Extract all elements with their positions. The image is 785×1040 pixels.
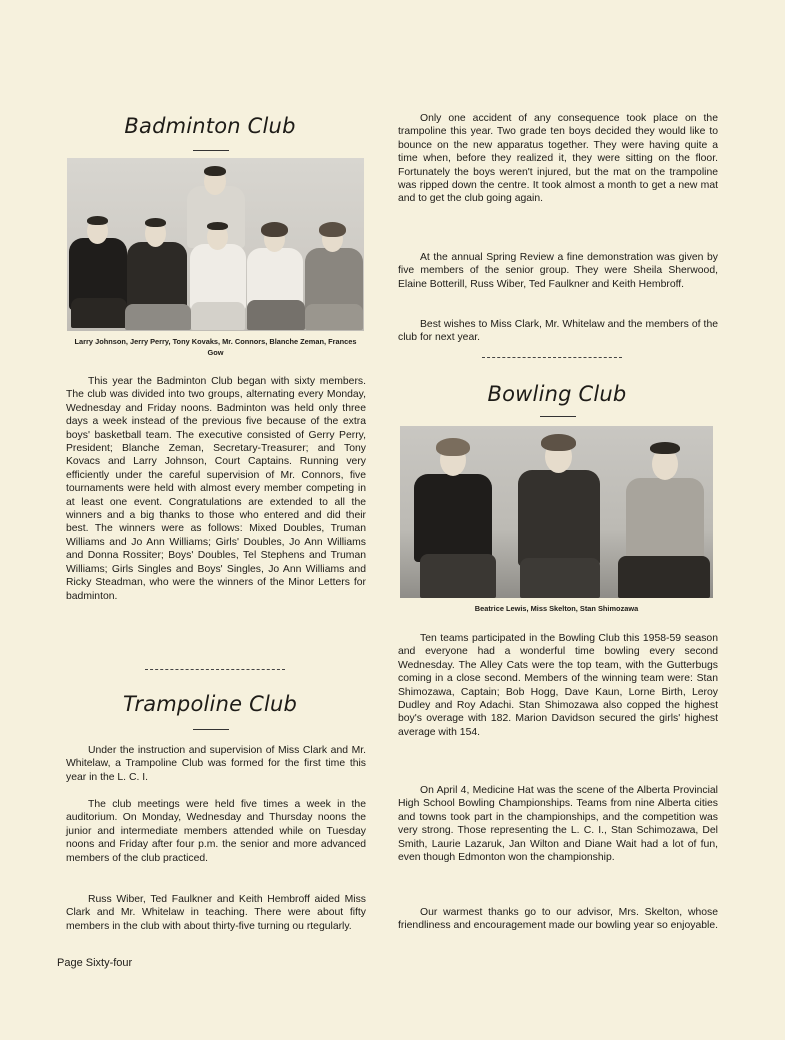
- left-column-divider: [145, 669, 285, 670]
- right-column-divider: [482, 357, 622, 358]
- badminton-club-photo: [67, 158, 364, 331]
- trampoline-heading-rule: [193, 729, 229, 730]
- bowling-photo-caption: Beatrice Lewis, Miss Skelton, Stan Shimozawa: [474, 604, 639, 613]
- trampoline-paragraph-2: The club meetings were held five times a week in the auditorium. On Monday, Wednesday and Thursday noons the junior and intermediate members attended while on Tuesday noons and Friday after four p.m. the senior and more advanced members of the club practiced.: [66, 799, 366, 864]
- badminton-photo-caption: Larry Johnson, Jerry Perry, Tony Kovaks, Mr. Connors, Blanche Zeman, Frances Gow: [74, 337, 357, 357]
- trampoline-paragraph-6: Best wishes to Miss Clark, Mr. Whitelaw and the members of the club for next year.: [398, 319, 718, 344]
- bowling-club-heading: Bowling Club: [487, 382, 627, 406]
- bowling-paragraph-3: Our warmest thanks go to our advisor, Mrs. Skelton, whose friendliness and encouragement made our bowling year so enjoyable.: [398, 907, 718, 932]
- trampoline-club-heading: Trampoline Club: [122, 692, 298, 716]
- bowling-paragraph-2: On April 4, Medicine Hat was the scene of the Alberta Provincial High School Bowling Championships. Teams from nine Alberta cities and towns took part in the championships, and the competition was very strong. Those representing the L. C. I., Stan Schimozawa, Del Smith, Laurie Lazaruk, Jan Wilton and Diane Wait had a lot of fun, even though Edmonton won the championship.: [398, 785, 718, 864]
- badminton-club-heading: Badminton Club: [124, 114, 296, 138]
- bowling-paragraph-1: Ten teams participated in the Bowling Club this 1958-59 season and everyone had a wonderful time bowling every second Wednesday. The Alley Cats were the top team, with the Gutterbugs coming in a close second. Members of the winning team were: Stan Shimozawa, Captain; Bob Hogg, Dave Kaun, Lorne Birth, Leroy Dudley and Roy Adachi. Stan Shimozawa also copped the highest boy's overage with 182. Marion Davidson secured the girls' highest average with 154.: [398, 633, 718, 738]
- trampoline-paragraph-1: Under the instruction and supervision of Miss Clark and Mr. Whitelaw, a Trampoline Club was formed for the first time this year in the L. C. I.: [66, 745, 366, 783]
- badminton-body-text: This year the Badminton Club began with sixty members. The club was divided into two groups, alternating every Monday, Wednesday and Friday noons. Badminton was held only three days a week instead of the previous five because of the extra boys' basketball team. The executive consisted of Gerry Perry, President; Blanche Zeman, Secretary-Treasurer; and Tony Kovacs and Larry Johnson, Court Captains. Running very efficiently under the careful supervision of Mr. Connors, five tournaments were held with almost every member competing in at least one event. Congratulations are extended to all the winners and a big thanks to those who entered and did their best. The winners were as follows: Mixed Doubles, Truman Williams and Jo Ann Williams; Girls' Doubles, Jo Ann Williams and Donna Rossiter; Boys' Doubles, Tel Stephens and Truman Williams; Girls Singles and Boys' Singles, Jo Ann Williams and Ricky Steadman, who were the winners of the Minor Letters for badminton.: [66, 376, 366, 602]
- trampoline-paragraph-5: At the annual Spring Review a fine demonstration was given by five members of the senior group. They were Sheila Sherwood, Elaine Botterill, Russ Wiber, Ted Faulkner and Keith Hembroff.: [398, 252, 718, 290]
- trampoline-paragraph-3: Russ Wiber, Ted Faulkner and Keith Hembroff aided Miss Clark and Mr. Whitelaw in teaching. There were about fifty members in the club with about thirty-five turning ou rtegularly.: [66, 894, 366, 932]
- page-number: Page Sixty-four: [57, 957, 133, 969]
- badminton-heading-rule: [193, 150, 229, 151]
- bowling-heading-rule: [540, 416, 576, 417]
- bowling-club-photo: [400, 426, 713, 598]
- trampoline-paragraph-4: Only one accident of any consequence took place on the trampoline this year. Two grade ten boys decided they would like to bounce on the new apparatus together. They were having quite a time when, before they realized it, they were sitting on the floor. Fortunately the boys weren't injured, but the mat on the trampoline was ripped down the centre. It took almost a month to get a new mat and to get the club going again.: [398, 113, 718, 205]
